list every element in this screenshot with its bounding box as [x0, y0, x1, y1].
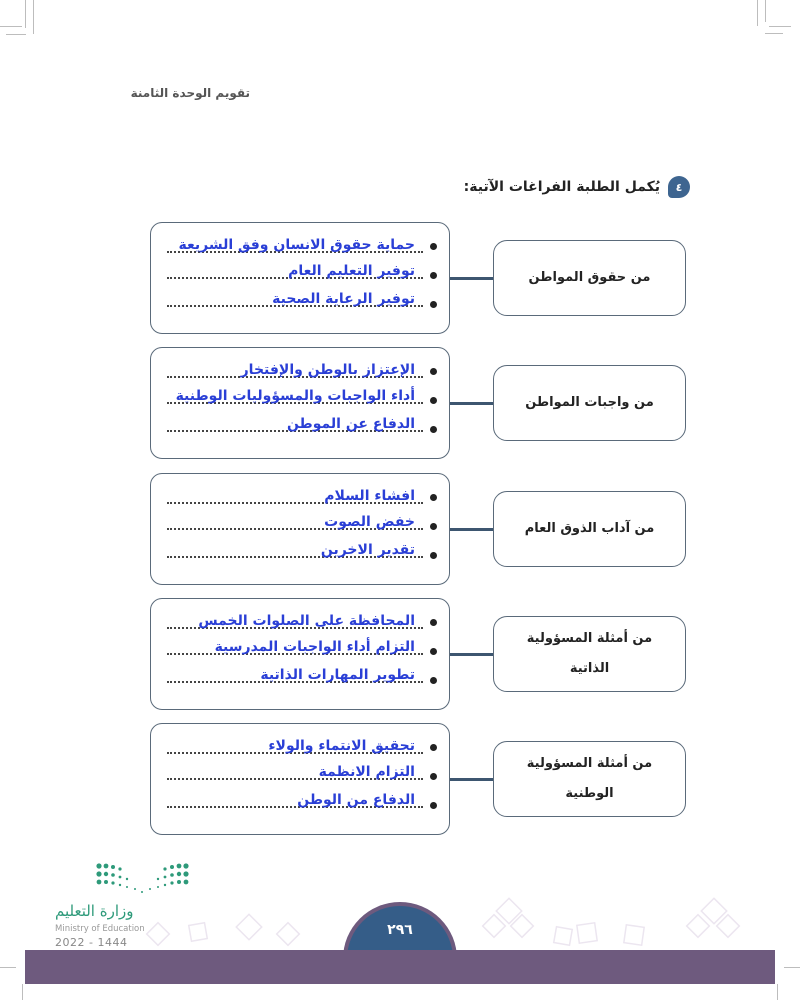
answer-text: تطوير المهارات الذاتية: [260, 667, 415, 683]
answers-box: [150, 347, 450, 459]
answer-text: توفير الرعاية الصحية: [272, 291, 415, 307]
bullet-icon: [430, 523, 437, 530]
connector-line: [450, 653, 495, 656]
answer-text: التزام الانظمة: [318, 764, 415, 780]
ministry-name-english: Ministry of Education: [55, 924, 145, 934]
decorative-pattern: [130, 888, 330, 948]
answers-box: [150, 723, 450, 835]
ministry-logo-dots-icon: [95, 862, 190, 894]
answer-text: تحقيق الانتماء والولاء: [268, 738, 415, 754]
crop-mark: [25, 0, 26, 28]
connector-line: [450, 528, 495, 531]
bullet-icon: [430, 677, 437, 684]
bullet-icon: [430, 552, 437, 559]
exercise-row: [150, 723, 690, 839]
unit-header-title: تقويم الوحدة الثامنة: [130, 86, 250, 100]
connector-line: [450, 778, 495, 781]
question-instruction: [464, 176, 690, 198]
answer-text: افشاء السلام: [324, 488, 415, 504]
crop-mark: [765, 0, 766, 22]
crop-mark: [0, 967, 16, 968]
instruction-text: يُكمل الطلبة الفراغات الآتية:: [463, 179, 660, 195]
answer-text: المحافظة على الصلوات الخمس: [198, 613, 415, 629]
decorative-pattern: [440, 888, 780, 948]
answer-field[interactable]: [167, 356, 423, 382]
answer-field[interactable]: [167, 285, 423, 311]
answer-field[interactable]: [167, 410, 423, 436]
edition-year: 2022 - 1444: [55, 936, 128, 949]
answer-field[interactable]: [167, 786, 423, 812]
crop-mark: [784, 967, 800, 968]
crop-mark: [33, 0, 34, 34]
ministry-name-arabic: وزارة التعليم: [55, 902, 134, 920]
bullet-icon: [430, 243, 437, 250]
category-label: من واجبات المواطن: [493, 365, 686, 441]
answer-field[interactable]: [167, 758, 423, 784]
exercise-row: [150, 598, 690, 714]
answer-field[interactable]: [167, 231, 423, 257]
answer-text: الدفاع من الوطن: [297, 792, 415, 808]
crop-mark: [22, 984, 23, 1000]
exercise-row: [150, 473, 690, 589]
connector-line: [450, 277, 495, 280]
answer-text: الإعتزاز بالوطن والإفتخار: [240, 362, 415, 378]
answer-field[interactable]: [167, 732, 423, 758]
footer-bar: [25, 950, 775, 984]
answer-text: أداء الواجبات والمسؤوليات الوطنية: [175, 388, 415, 404]
bullet-icon: [430, 802, 437, 809]
answer-field[interactable]: [167, 257, 423, 283]
answer-field[interactable]: [167, 536, 423, 562]
category-label: من حقوق المواطن: [493, 240, 686, 316]
bullet-icon: [430, 648, 437, 655]
answers-box: [150, 222, 450, 334]
answer-text: حماية حقوق الانسان وفق الشريعة: [178, 237, 415, 253]
answer-text: خفض الصوت: [324, 514, 415, 530]
category-label: من آداب الذوق العام: [493, 491, 686, 567]
category-label: من أمثلة المسؤولية الوطنية: [493, 741, 686, 817]
crop-mark: [777, 984, 778, 1000]
crop-mark: [757, 0, 758, 26]
bullet-icon: [430, 426, 437, 433]
exercise-row: [150, 222, 690, 338]
answer-text: تقدير الاخرين: [320, 542, 415, 558]
answer-field[interactable]: [167, 633, 423, 659]
bullet-icon: [430, 301, 437, 308]
crop-mark: [765, 33, 783, 34]
answer-field[interactable]: [167, 607, 423, 633]
exercise-row: [150, 347, 690, 463]
answer-field[interactable]: [167, 382, 423, 408]
answers-box: [150, 473, 450, 585]
answer-text: التزام أداء الواجبات المدرسية: [214, 639, 415, 655]
answer-field[interactable]: [167, 482, 423, 508]
answer-text: الدفاع عن الموطن: [286, 416, 415, 432]
answer-field[interactable]: [167, 661, 423, 687]
answer-field[interactable]: [167, 508, 423, 534]
question-number-badge: ٤: [668, 176, 690, 198]
crop-mark: [6, 34, 26, 35]
bullet-icon: [430, 397, 437, 404]
connector-line: [450, 402, 495, 405]
answers-box: [150, 598, 450, 710]
crop-mark: [0, 26, 22, 27]
bullet-icon: [430, 494, 437, 501]
page-number: ٢٩٦: [387, 922, 413, 938]
category-label: من أمثلة المسؤولية الذاتية: [493, 616, 686, 692]
bullet-icon: [430, 619, 437, 626]
answer-text: توفير التعليم العام: [288, 263, 415, 279]
bullet-icon: [430, 272, 437, 279]
bullet-icon: [430, 773, 437, 780]
crop-mark: [769, 26, 791, 27]
bullet-icon: [430, 368, 437, 375]
bullet-icon: [430, 744, 437, 751]
